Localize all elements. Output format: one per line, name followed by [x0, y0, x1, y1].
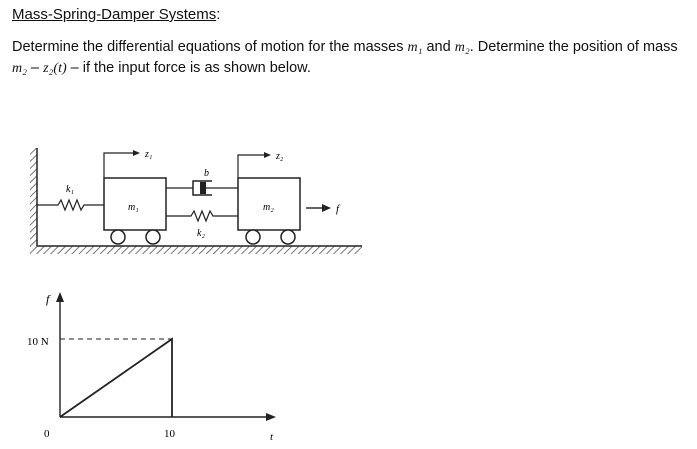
y-axis-label: f: [46, 292, 50, 306]
y-axis-arrowhead: [56, 292, 64, 302]
position-z2-symbol: z₂(t): [43, 61, 67, 76]
y-tick-label: 10 N: [27, 336, 49, 348]
problem-text-1: Determine the differential equations of motion for the masses: [12, 39, 408, 55]
problem-text-4: – if the input force is as shown below.: [66, 60, 311, 76]
x-axis-label: t: [270, 431, 274, 443]
x-tick-label-10: 10: [164, 428, 175, 440]
problem-text-and: and: [422, 39, 455, 55]
mass-2-symbol: m₂: [454, 40, 470, 55]
z1-label: z₁: [145, 149, 153, 160]
spring-k1-label: k₁: [66, 184, 74, 195]
title-text: Mass-Spring-Damper Systems: [12, 6, 217, 23]
problem-text-3: –: [26, 60, 44, 76]
mass-m1-label: m₁: [128, 202, 139, 213]
title-colon: :: [216, 6, 221, 23]
problem-text-2: . Determine the position of mass: [469, 39, 678, 55]
x-axis-arrowhead: [266, 413, 276, 421]
x-tick-label-0: 0: [44, 428, 50, 440]
mass-2-symbol-again: m₂: [12, 61, 27, 76]
damper-b-label: b: [204, 168, 209, 179]
force-series-line: [60, 339, 172, 417]
spring-k2-label: k₂: [197, 228, 205, 239]
force-f-label: f: [336, 203, 340, 215]
mass-1-symbol: m₁: [407, 40, 423, 55]
z2-label: z₂: [276, 151, 284, 162]
mass-m2-label: m₂: [263, 202, 274, 213]
